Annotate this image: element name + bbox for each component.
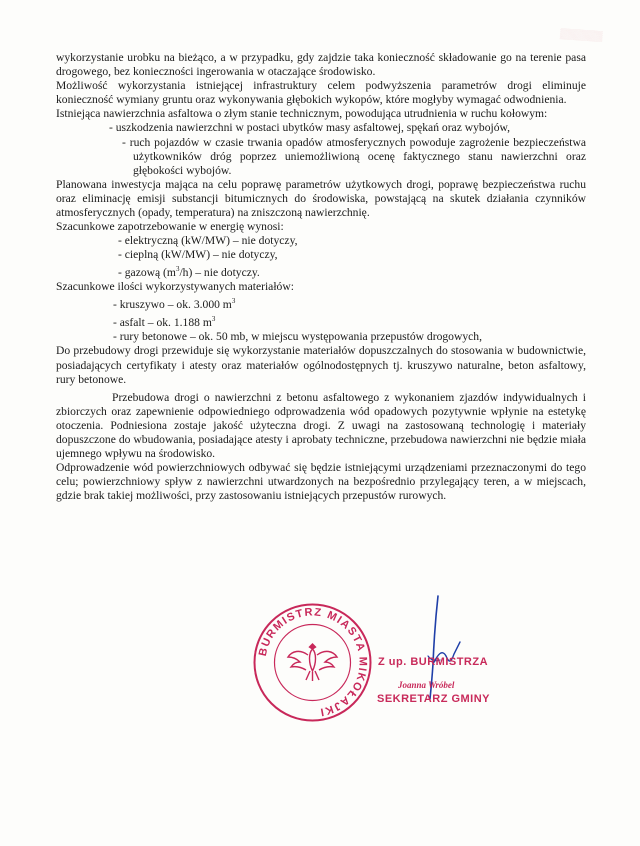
paragraph-2: Możliwość wykorzystania istniejącej infrastruktury celem podwyższenia parametrów drogi eliminuje konieczność wymiany gruntu oraz wykonywania głębokich wykopów, które mogłyby wymagać odwodnienia. [56, 79, 586, 107]
paragraph-1: wykorzystanie urobku na bieżąco, a w przypadku, gdy zajdzie taka konieczność składowanie go na terenie pasa drogowego, bez konieczności ingerowania w otaczające środowisko. [56, 51, 586, 79]
material-item-aggregate: - kruszywo – ok. 3.000 $m^3$ [113, 297, 236, 312]
stamp-ring-text: BURMISTRZ MIASTA MIKOŁAJKI [256, 606, 369, 719]
energy-item-gas: - gazową $(m^3/h)$ – nie dotyczy. [118, 265, 260, 280]
official-stamp [250, 600, 375, 725]
paragraph-4: Planowana inwestycja mająca na celu poprawę parametrów użytkowych drogi, poprawę bezpieczeństwa ruchu oraz eliminację emisji substancji bitumicznych do środowiska, powstającą na skutek działania czynników atmosferycznych (opady, temperatura) na zniszczoną nawierzchnię. [56, 177, 586, 220]
damage-list-item-1: - uszkodzenia nawierzchni w postaci ubytków masy asfaltowej, spękań oraz wybojów, [109, 121, 511, 135]
energy-item-heat: - cieplną (kW/MW) – nie dotyczy, [118, 248, 278, 262]
damage-list-item-2: - ruch pojazdów w czasie trwania opadów atmosferycznych powoduje zagrożenie bezpieczeństwa użytkowników dróg poprzez uniemożliwioną ocenę faktycznego stanu nawierzchni oraz głębokości wybojów. [122, 135, 586, 177]
paragraph-8: Przebudowa drogi o nawierzchni z betonu asfaltowego z wykonaniem zjazdów indywidualnych i zbiorczych oraz zapewnienie odpowiedniego odprowadzenia wód opadowych pozytywnie wpłynie na estetykę otoczenia. Podniesiona zostaje jakość użyteczna drogi. Z uwagi na zastosowaną technologię i materiały dopuszczone do wbudowania, posiadające atesty i aprobaty techniczne, przebudowa nawierzchni nie będzie miała ujemnego wpływu na środowisko. [56, 390, 586, 461]
paragraph-9: Odprowadzenie wód powierzchniowych odbywać się będzie istniejącymi urządzeniami przeznaczonymi do tego celu; powierzchniowy spływ z nawierzchni utwardzonych na bezpośrednio przylegający teren, a w miejscach, gdzie brak takiej możliwości, przy zastosowaniu istniejących przepustów rurowych. [56, 461, 586, 503]
svg-text:BURMISTRZ MIASTA MIKOŁAJKI [257, 606, 369, 718]
eagle-emblem-icon [288, 644, 337, 681]
signature-line-name: Joanna Wróbel [398, 680, 455, 690]
paragraph-3: Istniejąca nawierzchnia asfaltowa o złym stanie technicznym, powodująca utrudnienia w ruchu kołowym: [56, 107, 548, 121]
material-item-asphalt: - asfalt – ok. 1.188 $m^3$ [113, 315, 216, 330]
energy-item-electric: - elektryczną (kW/MW) – nie dotyczy, [118, 234, 298, 248]
document-body [56, 51, 586, 503]
paragraph-6: Szacunkowe ilości wykorzystywanych materiałów: [56, 280, 294, 294]
signature-line-title: SEKRETARZ GMINY [377, 693, 491, 705]
signature-line-authority: Z up. BURMISTRZA [378, 656, 489, 668]
bleed-through-header: ▒▒▒▒▒▒ [559, 28, 603, 43]
material-item-pipes: - rury betonowe – ok. 50 mb, w miejscu występowania przepustów drogowych, [113, 330, 482, 344]
paragraph-7: Do przebudowy drogi przewiduje się wykorzystanie materiałów dopuszczalnych do stosowania w budownictwie, posiadających certyfikaty i atesty oraz materiałów ogólnodostępnych tj. kruszywo naturalne, beton asfaltowy, rury betonowe. [56, 344, 586, 386]
paragraph-5: Szacunkowe zapotrzebowanie w energię wynosi: [56, 220, 284, 234]
